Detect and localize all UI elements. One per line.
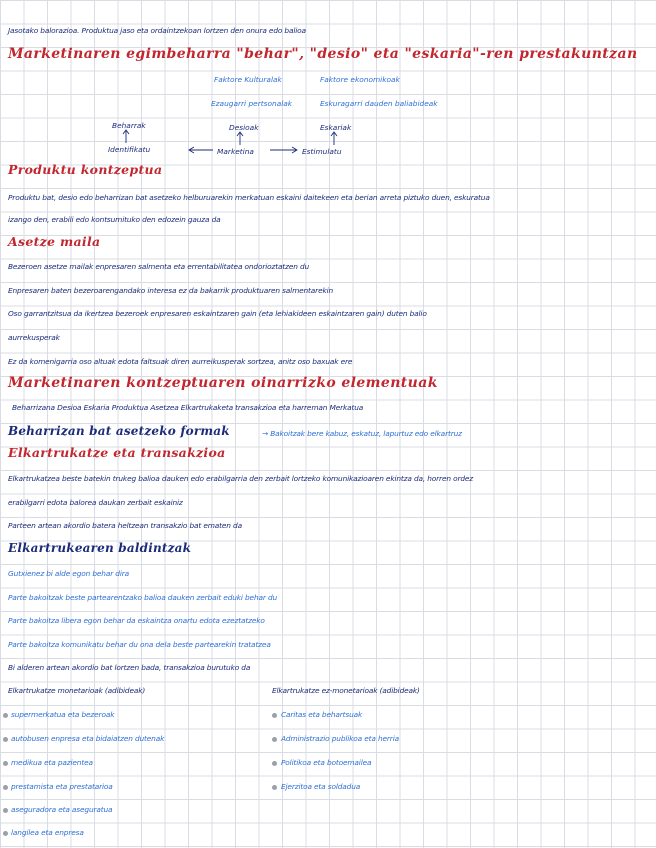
bullet-icon (272, 761, 277, 766)
elementuak-list: Beharrizana Desioa Eskaria Produktua Asetzea Elkartrukaketa transakzioa eta harreman Merkatua (12, 403, 364, 412)
monetarioak-heading: Elkartrukatze monetarioak (adibideak) (8, 686, 146, 695)
diagram-faktore-kulturalak: Faktore Kulturalak (214, 75, 282, 84)
bullet-icon (3, 761, 8, 766)
asetze-paragraph-5: Ez da komenigarria oso altuak edota faltsuak diren aurreikusperak sortzea, anitz oso baxuak ere (8, 357, 353, 366)
produktu-heading: Produktu kontzeptua (8, 162, 163, 177)
list-item: Caritas eta behartsuak (281, 710, 363, 719)
list-item: supermerkatua eta bezeroak (11, 710, 115, 719)
beharrizan-ways: → Bakoitzak bere kabuz, eskatuz, lapurtuz edo elkartruz (262, 429, 462, 438)
asetze-paragraph-1: Bezeroen asetze mailak enpresaren salmenta eta errentabilitatea ondorioztatzen du (8, 262, 310, 271)
produktu-paragraph-1: Produktu bat, desio edo beharrizan bat asetzeko helburuarekin merkatuan eskaini daitekeen eta berian arreta piztuko duen, eskuratua (8, 193, 490, 202)
ez-monetarioak-heading: Elkartrukatze ez-monetarioak (adibideak) (272, 686, 420, 695)
asetze-heading: Asetze maila (8, 234, 101, 249)
asetze-paragraph-2: Enpresaren baten bezeroarengandako interesa ez da bakarrik produktuaren salmentarekin (8, 286, 334, 295)
diagram-eskuragarri-baliabideak: Eskuragarri dauden baliabideak (320, 99, 438, 108)
elkartrukatze-heading: Elkartrukatze eta transakzioa (8, 445, 226, 460)
baldintza-4: Parte bakoitza komunikatu behar du ona dela beste partearekin tratatzea (8, 640, 271, 649)
baldintza-5: Bi alderen artean akordio bat lortzen bada, transakzioa burutuko da (8, 663, 251, 672)
bullet-icon (3, 831, 8, 836)
bullet-icon (272, 713, 277, 718)
list-item: prestamista eta prestatarioa (11, 782, 113, 791)
list-item: Ejerzitoa eta soldadua (281, 782, 361, 791)
bullet-icon (272, 785, 277, 790)
elkartrukatze-paragraph-1: Elkartrukatzea beste batekin trukeg balioa dauken edo erabilgarria den zerbait lortzeko komunikazioaren ekintza da, horren ordez (8, 474, 474, 483)
elementuak-heading: Marketinaren kontzeptuaren oinarrizko elementuak (8, 375, 438, 391)
list-item: aseguradora eta aseguratua (11, 805, 113, 814)
bullet-icon (3, 713, 8, 718)
baldintza-3: Parte bakoitza libera egon behar da eskaintza onartu edota ezeztatzeko (8, 616, 265, 625)
diagram-beharrak: Beharrak (112, 121, 146, 130)
list-item: Administrazio publikoa eta herria (281, 734, 399, 743)
asetze-paragraph-4: aurrekusperak (8, 333, 60, 342)
bullet-icon (3, 737, 8, 742)
elkartrukatze-paragraph-3: Parteen artean akordio batera heltzean transakzio bat ematen da (8, 521, 242, 530)
page-title: Marketinaren egimbeharra "behar", "desio" eta "eskaria"-ren prestakuntzan (8, 46, 638, 62)
baldintzak-heading: Elkartrukearen baldintzak (8, 541, 192, 555)
diagram-faktore-ekonomikoak: Faktore ekonomikoak (320, 75, 400, 84)
diagram-marketina: Marketina (217, 147, 254, 156)
elkartrukatze-paragraph-2: erabilgarri edota balorea daukan zerbait eskainiz (8, 498, 183, 507)
bullet-icon (3, 808, 8, 813)
diagram-identifikatu: Identifikatu (108, 145, 151, 154)
list-item: langilea eta enpresa (11, 828, 84, 837)
bullet-icon (3, 785, 8, 790)
diagram-estimulatu: Estimulatu (302, 147, 342, 156)
diagram-ezaugarri-pertsonalak: Ezaugarri pertsonalak (211, 99, 293, 108)
asetze-paragraph-3: Oso garrantzitsua da ikertzea bezeroek enpresaren eskaintzaren gain (eta lehiakideen eskaintzaren gain) duten balio (8, 309, 427, 318)
produktu-paragraph-2: izango den, erabili edo kontsumituko den edozein gauza da (8, 215, 221, 224)
beharrizan-heading: Beharrizan bat asetzeko formak (8, 424, 230, 438)
baldintza-1: Gutxienez bi alde egon behar dira (8, 569, 130, 578)
list-item: autobusen enpresa eta bidaiatzen dutenak (11, 734, 165, 743)
diagram-eskariak: Eskariak (320, 123, 352, 132)
bullet-icon (272, 737, 277, 742)
diagram-desioak: Desioak (229, 123, 259, 132)
list-item: Politikoa eta botoemailea (281, 758, 372, 767)
intro-line: Jasotako balorazioa. Produktua jaso eta ordaintzekoan lortzen den onura edo balioa (8, 26, 306, 35)
baldintza-2: Parte bakoitzak beste partearentzako balioa dauken zerbait eduki behar du (8, 593, 278, 602)
list-item: medikua eta pazientea (11, 758, 93, 767)
